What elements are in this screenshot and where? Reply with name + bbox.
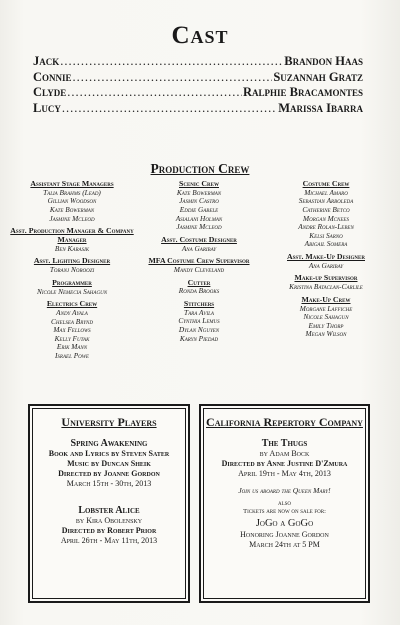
crew-name: Ben Karasik (54, 243, 90, 253)
crew-group-title: Programmer (52, 277, 92, 287)
california-rep-box (199, 404, 370, 603)
cast-list (33, 54, 363, 116)
crew-name: Kristina Bataclan-Carlile (289, 282, 363, 292)
crew-name: Kelsi Sarno (309, 230, 343, 240)
crew-group-title: Costume Crew (302, 179, 350, 188)
cast-actor: Brandon Haas (284, 54, 363, 68)
cast-actor: Ralphie Bracamontes (243, 85, 363, 99)
crew-name: Dylan Nguyen (178, 324, 220, 334)
crew-name: Mandy Cleveland (173, 264, 225, 274)
show-title: Spring Awakening (70, 438, 148, 449)
university-players-box (28, 404, 190, 603)
leader-dots (73, 70, 273, 85)
cast-row (33, 70, 363, 86)
crew-name: Sebastian Arboleda (298, 196, 354, 206)
crew-group-title: Make-up Supervisor (294, 273, 358, 283)
cast-row (33, 101, 363, 117)
queen-mary-note: Join us aboard the Queen Mary! (238, 486, 331, 495)
crew-group-title: Stitchers (183, 298, 215, 308)
tickets-label: Tickets are now on sale for: (243, 508, 326, 515)
cast-role: Connie (33, 69, 72, 84)
crew-group (262, 274, 390, 291)
crew-name: Emily Thorp (308, 320, 344, 330)
crew-group (135, 279, 263, 296)
crew-group (135, 236, 263, 253)
crew-name: Chelsea Brynd (51, 316, 93, 326)
crew-group (262, 296, 390, 339)
show-title: Lobster Alice (78, 505, 140, 516)
crew-group-title: Cutter (187, 277, 211, 287)
crew-group-title: Asst. Costume Designer (161, 234, 237, 244)
crew-name: Karyn Piedad (179, 333, 219, 343)
crew-name: Toranj Noroozi (49, 265, 95, 275)
crew-group (8, 180, 136, 223)
cast-role: Lucy (33, 100, 61, 115)
crew-name: Ana Garibay (181, 243, 217, 253)
crew-name: Kelly Futak (54, 333, 90, 343)
crew-name: Jasmin Castro (179, 196, 219, 206)
crew-group-title: Asst. Make-Up Designer (287, 251, 365, 261)
crew-name: Ronda Brooks (178, 286, 220, 296)
crew-name: Megan Wilson (305, 329, 347, 339)
event-title: JoGo a GoGo (255, 518, 314, 529)
crew-name: Asialani Holman (175, 213, 223, 223)
show-credit: Music by Duncan Sheik (67, 459, 151, 468)
crew-name: Max Fellows (53, 325, 91, 335)
cast-row (33, 54, 363, 70)
show-credit: Directed by Anne Justine D'Zmura (221, 459, 348, 468)
production-crew-heading: Production Crew (150, 161, 250, 176)
crew-name: Andre Rolan-Leben (298, 222, 354, 232)
cast-role: Jack (33, 54, 60, 68)
crew-group-title: MFA Costume Crew Supervisor (148, 256, 250, 266)
cast-actor: Marissa Ibarra (278, 100, 363, 115)
crew-name: Kate Bowerman (176, 187, 222, 197)
crew-group (135, 180, 263, 232)
crew-group (262, 253, 390, 270)
crew-group (8, 227, 136, 253)
crew-group (135, 257, 263, 274)
crew-name: Eddie Gabele (179, 204, 219, 214)
crew-name: Nicole Nemecia Sahagun (36, 286, 108, 296)
show-credit: by Adam Bock (259, 449, 310, 458)
california-rep-heading: California Repertory Company (206, 415, 363, 429)
crew-group-title: Make-Up Crew (301, 294, 351, 304)
crew-name: Jasmine Mcleod (49, 213, 95, 223)
crew-name: Israel Powe (55, 350, 89, 360)
crew-name: Jasmine Mcleod (176, 222, 222, 232)
crew-group (135, 300, 263, 343)
crew-name: Michael Amaro (304, 187, 348, 197)
show-credit: by Kira Obolensky (75, 516, 143, 525)
show-dates: March 15th - 30th, 2013 (66, 479, 152, 488)
crew-name: Tara Avila (184, 307, 214, 317)
crew-name: Andy Ayala (56, 307, 88, 317)
event-subtitle: Honoring Joanne Gordon (240, 530, 329, 539)
cast-actor: Suzannah Gratz (273, 69, 363, 84)
crew-name: Gillian Woodson (47, 196, 97, 206)
show-title: The Thugs (261, 438, 308, 449)
university-players-heading: University Players (61, 415, 157, 429)
crew-group (262, 180, 390, 249)
show-dates: April 19th - May 4th, 2013 (238, 469, 331, 478)
crew-name: Morgane Laffiche (299, 303, 353, 313)
cast-title: Cast (171, 22, 229, 49)
crew-group-title: Scenic Crew (179, 179, 219, 188)
crew-column-2 (135, 180, 263, 347)
show-credit: Directed by Joanne Gordon (58, 469, 160, 478)
crew-name: Kate Bowerman (49, 204, 95, 214)
leader-dots (67, 85, 242, 100)
also-label: also (277, 500, 292, 507)
crew-column-1 (8, 180, 136, 365)
leader-dots (62, 101, 277, 116)
cast-row (33, 85, 363, 101)
crew-group-title: Electrics Crew (46, 299, 98, 309)
event-date: March 24th at 5 PM (249, 540, 320, 549)
show-credit: Book and Lyrics by Steven Sater (48, 449, 170, 458)
crew-name: Erik Mann (56, 342, 88, 352)
crew-name: Cynthia Lemus (178, 316, 220, 326)
crew-name: Ana Garibay (308, 260, 344, 270)
crew-group (8, 300, 136, 360)
show-dates: April 26th - May 11th, 2013 (60, 536, 158, 545)
cast-role: Clyde (33, 85, 67, 99)
crew-group (8, 257, 136, 274)
crew-name: Talia Brahms (Lead) (43, 187, 101, 197)
show-credit: Directed by Robert Prior (61, 526, 157, 535)
leader-dots (60, 54, 283, 69)
box-inner-border (203, 408, 366, 599)
crew-group-title: Asst. Lighting Designer (33, 256, 111, 266)
crew-name: Catherine Betco (302, 204, 350, 214)
crew-group-title: Assistant Stage Managers (30, 179, 114, 188)
crew-name: Morgan Mcnees (303, 213, 349, 223)
crew-group (8, 279, 136, 296)
box-inner-border (32, 408, 186, 599)
crew-name: Abigail Somera (304, 239, 348, 249)
crew-name: Nicole Sahagun (303, 312, 349, 322)
crew-column-3 (262, 180, 390, 343)
crew-group-title: Asst. Production Manager & Company Manager (10, 226, 134, 244)
